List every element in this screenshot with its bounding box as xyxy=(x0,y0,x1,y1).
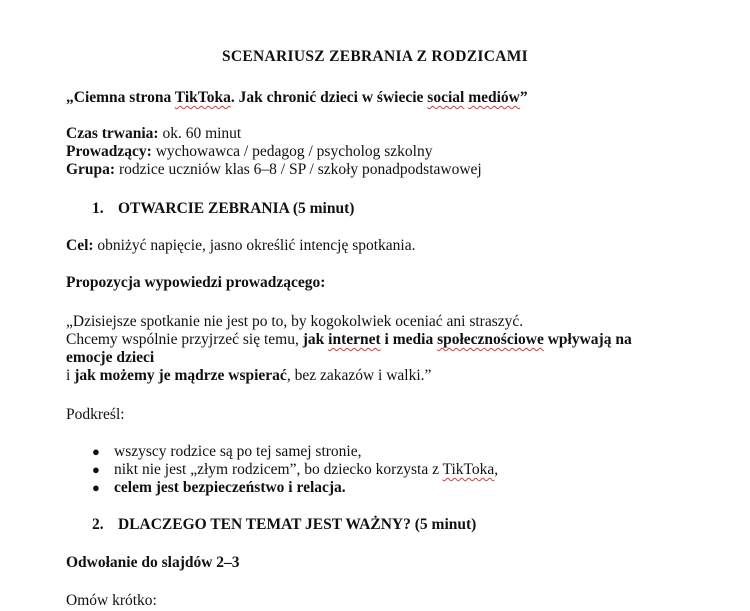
subtitle-social: social xyxy=(427,89,465,106)
quote-line-4 xyxy=(66,367,431,385)
quote-line-2 xyxy=(66,331,632,349)
proposal-heading: Propozycja wypowiedzi prowadzącego: xyxy=(66,274,326,291)
quote-line-3: emocje dzieci xyxy=(66,349,155,366)
quote-part: wpływają na xyxy=(543,331,632,348)
subtitle-part: . Jak chronić dzieci w świecie xyxy=(230,89,428,106)
bullet-part: nikt nie jest „złym rodzicem”, bo dziecko korzysta z xyxy=(114,461,443,478)
bullet-tiktok: TikToka xyxy=(442,461,495,478)
quote-part: Chcemy wspólnie przyjrzeć się temu, xyxy=(66,331,303,348)
quote-line-1: „Dzisiejsze spotkanie nie jest po to, by kogokolwiek oceniać ani straszyć. xyxy=(66,313,524,330)
quote-part: jak xyxy=(302,331,329,348)
subtitle-tiktok: TikToka xyxy=(174,89,231,106)
bullet-item-3: celem jest bezpieczeństwo i relacja. xyxy=(114,479,346,496)
meta-value: ok. 60 minut xyxy=(158,125,242,142)
goal-label: Cel: xyxy=(66,237,94,254)
quote-part: i media xyxy=(380,331,438,348)
quote-part: , bez zakazów i walki.” xyxy=(286,367,432,384)
slides-reference: Odwołanie do slajdów 2–3 xyxy=(66,554,240,571)
bullet-item-1: wszyscy rodzice są po tej samej stronie, xyxy=(114,443,362,460)
section-number: 2. xyxy=(92,516,104,533)
quote-spolecznosciowe: społecznościowe xyxy=(437,331,544,348)
document-subtitle xyxy=(66,89,528,107)
section-number: 1. xyxy=(92,200,104,217)
bullet-item-2 xyxy=(114,461,498,479)
quote-part: jak możemy je mądrze wspierać xyxy=(74,367,287,384)
bullet-icon: ● xyxy=(92,462,100,477)
section-title: OTWARCIE ZEBRANIA (5 minut) xyxy=(118,200,355,217)
emphasize-label: Podkreśl: xyxy=(66,406,125,423)
document-title: SCENARIUSZ ZEBRANIA Z RODZICAMI xyxy=(221,48,528,65)
section-1-goal xyxy=(66,237,416,255)
meta-value: rodzice uczniów klas 6–8 / SP / szkoły ponadpodstawowej xyxy=(115,161,482,178)
subtitle-mediow: mediów xyxy=(468,89,520,106)
goal-text: obniżyć napięcie, jasno określić intencję spotkania. xyxy=(93,237,416,254)
quote-part: i xyxy=(66,367,75,384)
bullet-icon: ● xyxy=(92,444,100,459)
section-1-heading xyxy=(92,200,354,218)
subtitle-part: „Ciemna strona xyxy=(66,89,175,106)
meta-label: Prowadzący: xyxy=(66,143,152,160)
subtitle-part: ” xyxy=(519,89,528,106)
section-2-heading xyxy=(92,516,476,534)
meta-host xyxy=(66,143,432,161)
bullet-part: , xyxy=(494,461,499,478)
meta-label: Grupa: xyxy=(66,161,116,178)
section-title: DLACZEGO TEN TEMAT JEST WAŻNY? (5 minut) xyxy=(118,516,477,533)
meta-duration xyxy=(66,125,241,143)
meta-label: Czas trwania: xyxy=(66,125,159,142)
meta-group xyxy=(66,161,482,179)
discuss-label: Omów krótko: xyxy=(66,592,157,609)
meta-value: wychowawca / pedagog / psycholog szkolny xyxy=(151,143,433,160)
bullet-icon: ● xyxy=(92,480,100,495)
quote-internet: internet xyxy=(328,331,381,348)
